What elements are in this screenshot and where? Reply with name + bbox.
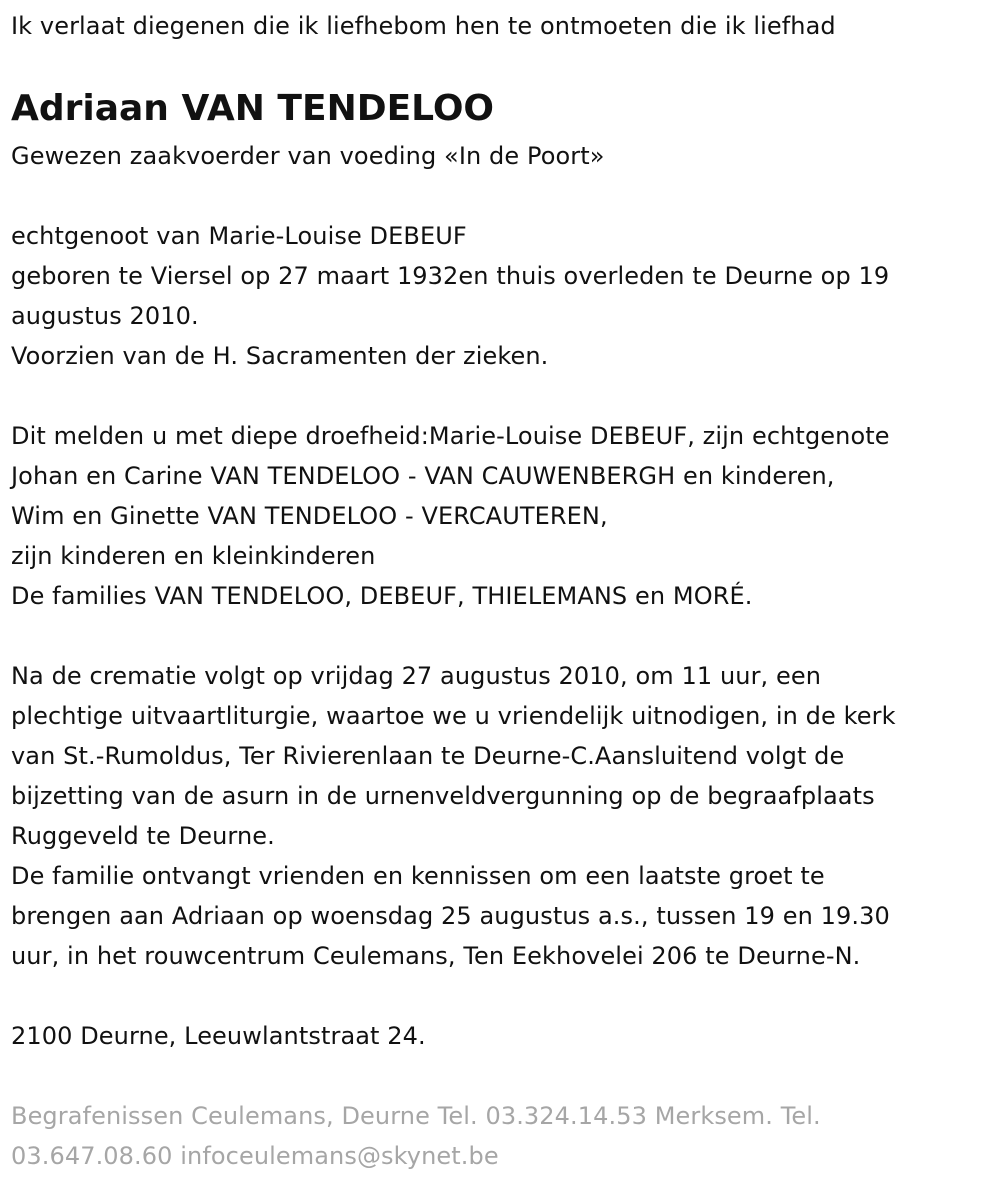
announcement-line: Wim en Ginette VAN TENDELOO - VERCAUTEREN, bbox=[11, 502, 608, 530]
visitation-line: brengen aan Adriaan op woensdag 25 augustus a.s., tussen 19 en 19.30 bbox=[11, 902, 890, 930]
spouse-line: echtgenoot van Marie-Louise DEBEUF bbox=[11, 222, 467, 250]
motto-text: Ik verlaat diegenen die ik liefhebom hen te ontmoeten die ik liefhad bbox=[11, 12, 836, 40]
announcement-line: De families VAN TENDELOO, DEBEUF, THIELEMANS en MORÉ. bbox=[11, 582, 753, 610]
ceremony-line: Ruggeveld te Deurne. bbox=[11, 822, 275, 850]
deceased-name: Adriaan VAN TENDELOO bbox=[11, 88, 495, 129]
bio-section bbox=[11, 216, 988, 376]
footer-line: Begrafenissen Ceulemans, Deurne Tel. 03.324.14.53 Merksem. Tel. bbox=[11, 1102, 821, 1130]
address-text: 2100 Deurne, Leeuwlantstraat 24. bbox=[11, 1022, 426, 1050]
ceremony-line: van St.-Rumoldus, Ter Rivierenlaan te Deurne-C.Aansluitend volgt de bbox=[11, 742, 845, 770]
ceremony-line: Na de crematie volgt op vrijdag 27 augustus 2010, om 11 uur, een bbox=[11, 662, 822, 690]
ceremony-line: bijzetting van de asurn in de urnenveldvergunning op de begraafplaats bbox=[11, 782, 875, 810]
spacer bbox=[11, 1056, 988, 1096]
spacer bbox=[11, 616, 988, 656]
spacer bbox=[11, 976, 988, 1016]
footer-line: 03.647.08.60 infoceulemans@skynet.be bbox=[11, 1142, 499, 1170]
visitation-line: uur, in het rouwcentrum Ceulemans, Ten Eekhovelei 206 te Deurne-N. bbox=[11, 942, 861, 970]
ceremony-section bbox=[11, 656, 988, 976]
spacer bbox=[11, 376, 988, 416]
birth-death-line-cont: augustus 2010. bbox=[11, 302, 199, 330]
visitation-line: De familie ontvangt vrienden en kennissen om een laatste groet te bbox=[11, 862, 825, 890]
subtitle-text: Gewezen zaakvoerder van voeding «In de Poort» bbox=[11, 142, 605, 170]
announcement-line: zijn kinderen en kleinkinderen bbox=[11, 542, 376, 570]
sacraments-line: Voorzien van de H. Sacramenten der zieken. bbox=[11, 342, 549, 370]
announcement-line: Dit melden u met diepe droefheid:Marie-Louise DEBEUF, zijn echtgenote bbox=[11, 422, 890, 450]
ceremony-line: plechtige uitvaartliturgie, waartoe we u vriendelijk uitnodigen, in de kerk bbox=[11, 702, 896, 730]
birth-death-line: geboren te Viersel op 27 maart 1932en thuis overleden te Deurne op 19 bbox=[11, 262, 890, 290]
spacer bbox=[11, 176, 988, 216]
announcement-line: Johan en Carine VAN TENDELOO - VAN CAUWENBERGH en kinderen, bbox=[11, 462, 835, 490]
funeral-home-footer bbox=[11, 1096, 988, 1176]
announcement-section bbox=[11, 416, 988, 616]
